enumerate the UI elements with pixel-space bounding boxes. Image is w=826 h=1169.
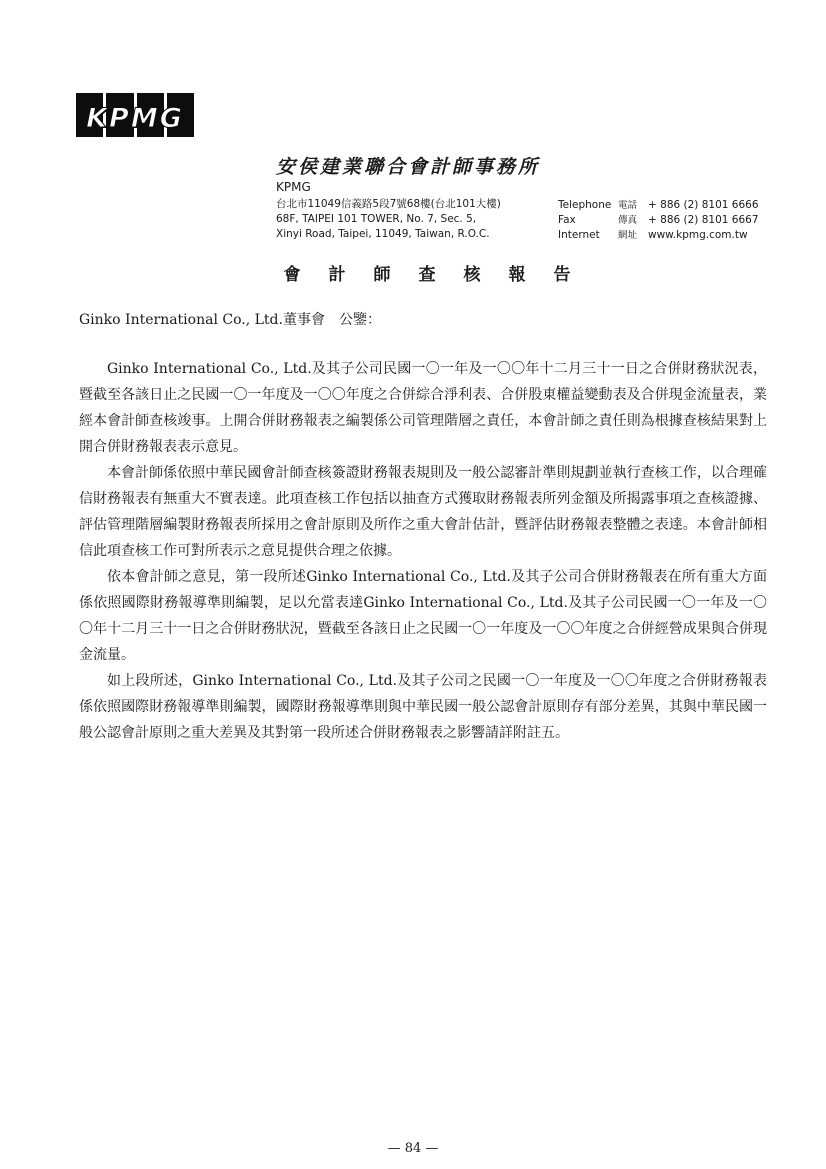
paragraph: 依本會計師之意見，第一段所述Ginko International Co., Ltd.及其子公司合併財務報表在所有重大方面係依照國際財務報導準則編製，足以允當表達Ginko International Co., Ltd.及其子公司民國一〇一年及一〇〇年十二月三十一日之合併財務狀況，暨截至各該日止之民國一〇一年度及一〇〇年度之合併經營成果與合併現金流量。 — [79, 569, 767, 663]
contact-row-internet — [558, 228, 759, 243]
salutation: Ginko International Co., Ltd.董事會 公鑒： — [79, 312, 381, 328]
address-line: 台北市11049信義路5段7號68樓(台北101大樓) — [276, 198, 501, 210]
firm-contacts — [558, 198, 759, 243]
contact-value: www.kpmg.com.tw — [648, 229, 748, 241]
firm-address — [276, 197, 501, 242]
logo-text: KPMG — [86, 103, 184, 134]
contact-label: Telephone — [558, 199, 612, 211]
contact-label-cn: 傳真 — [618, 215, 638, 226]
contact-value: + 886 (2) 8101 6667 — [648, 214, 759, 226]
contact-label-cn: 網址 — [618, 230, 638, 241]
contact-row-fax — [558, 213, 759, 228]
paragraph: Ginko International Co., Ltd.及其子公司民國一〇一年及一〇〇年十二月三十一日之合併財務狀況表，暨截至各該日止之民國一〇一年度及一〇〇年度之合併綜合淨利表、合併股東權益變動表及合併現金流量表，業經本會計師查核竣事。上開合併財務報表之編製係公司管理階層之責任，本會計師之責任則為根據查核結果對上開合併財務報表表示意見。 — [79, 361, 767, 455]
contact-label: Fax — [558, 214, 576, 226]
contact-label-cn: 電話 — [618, 200, 638, 211]
contact-value: + 886 (2) 8101 6666 — [648, 199, 759, 211]
contact-label: Internet — [558, 229, 600, 241]
contact-row-telephone — [558, 198, 759, 213]
page-number: — 84 — — [387, 1141, 439, 1156]
report-title: 會計師查核報告 — [283, 265, 599, 285]
report-body — [79, 356, 767, 746]
paragraph: 本會計師係依照中華民國會計師查核簽證財務報表規則及一般公認審計準則規劃並執行查核工作，以合理確信財務報表有無重大不實表達。此項查核工作包括以抽查方式獲取財務報表所列金額及所揭露事項之查核證據、評估管理階層編製財務報表所採用之會計原則及所作之重大會計估計，暨評估財務報表整體之表達。本會計師相信此項查核工作可對所表示之意見提供合理之依據。 — [79, 465, 767, 559]
firm-name-chinese: 安侯建業聯合會計師事務所 — [276, 156, 541, 178]
address-line: 68F, TAIPEI 101 TOWER, No. 7, Sec. 5, — [276, 213, 477, 225]
firm-name-english: KPMG — [276, 180, 311, 194]
address-line: Xinyi Road, Taipei, 11049, Taiwan, R.O.C. — [276, 228, 490, 240]
kpmg-logo — [76, 93, 194, 137]
paragraph: 如上段所述，Ginko International Co., Ltd.及其子公司之民國一〇一年度及一〇〇年度之合併財務報表係依照國際財務報導準則編製，國際財務報導準則與中華民國一般公認會計原則存有部分差異，其與中華民國一般公認會計原則之重大差異及其對第一段所述合併財務報表之影響請詳附註五。 — [79, 673, 767, 741]
